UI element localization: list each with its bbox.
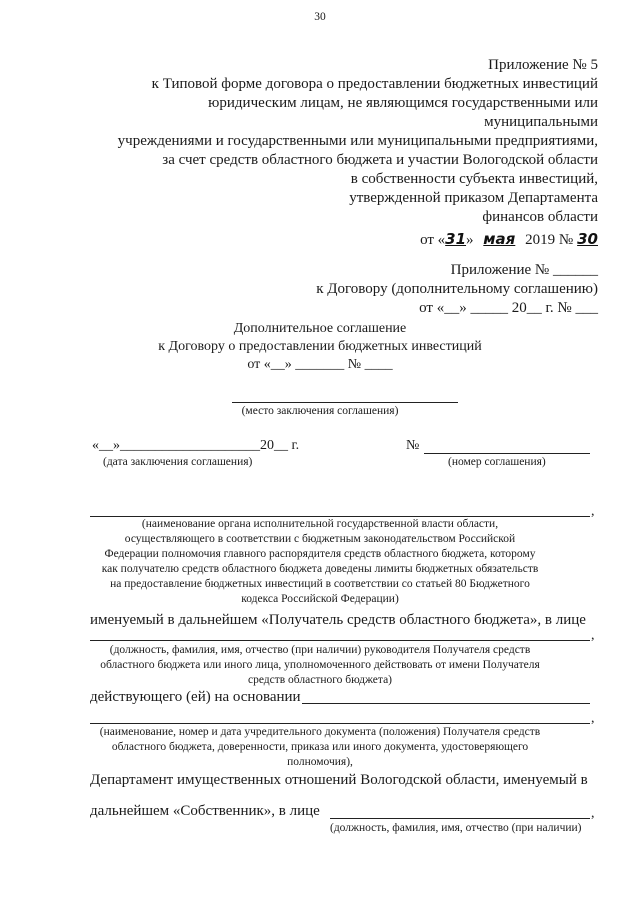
department-line: Департамент имущественных отношений Вологодской области, именуемый в [90, 772, 588, 788]
appendix-line: юридическим лицам, не являющимся государственными или [208, 95, 598, 111]
appendix-line: муниципальными [484, 114, 598, 130]
appendix-line: за счет средств областного бюджета и участии Вологодской области [162, 152, 598, 168]
page-number: 30 [314, 11, 326, 23]
owner-name-line [330, 818, 590, 819]
acting-basis-line [302, 703, 590, 704]
authority-caption-line: (наименование органа исполнительной государственной власти области, [141, 518, 499, 530]
official-name-line [90, 640, 590, 641]
appendix-line: утвержденной приказом Департамента [349, 190, 598, 206]
number-caption: (номер соглашения) [448, 456, 546, 468]
document-line [90, 723, 590, 724]
official-caption-line: средств областного бюджета) [247, 674, 393, 686]
contract-ref-line: от «__» _____ 20__ г. № ___ [419, 300, 598, 316]
appendix-line: в собственности субъекта инвестиций, [350, 171, 598, 187]
title-line: к Договору о предоставлении бюджетных инвестиций [158, 339, 482, 354]
authority-name-line [90, 516, 590, 517]
appendix-approval-date [420, 230, 598, 249]
authority-caption-line: на предоставление бюджетных инвестиций в соответствии со статьей 80 Бюджетного [110, 578, 530, 590]
contract-ref-line: к Договору (дополнительному соглашению) [316, 281, 598, 297]
agreement-number-line [424, 453, 590, 454]
official-caption-line: областного бюджета или иного лица, уполномоченного действовать от имени Получателя [100, 659, 540, 671]
date-year: 2019 № [525, 232, 574, 248]
handwritten-month: мая [483, 230, 516, 248]
trailing-comma: , [591, 711, 595, 726]
authority-caption-line: как получателю средств областного бюджета доведены лимиты бюджетных обязательств [101, 563, 539, 575]
agreement-date-field: «__»____________________20__ г. [92, 438, 300, 453]
date-prefix: от « [420, 232, 446, 248]
owner-caption: (должность, фамилия, имя, отчество (при наличии) [330, 822, 582, 834]
handwritten-number: 30 [577, 230, 598, 248]
appendix-line: финансов области [482, 209, 598, 225]
place-field-line [232, 402, 458, 403]
handwritten-day: 31 [445, 230, 467, 248]
trailing-comma: , [591, 628, 595, 643]
document-caption-line: областного бюджета, доверенности, приказа или иного документа, удостоверяющего [111, 741, 529, 753]
authority-caption-line: осуществляющего в соответствии с бюджетным законодательством Российской [124, 533, 516, 545]
title-line: от «__» _______ № ____ [247, 357, 393, 372]
trailing-comma: , [591, 504, 595, 519]
owner-label: дальнейшем «Собственник», в лице [90, 803, 320, 819]
appendix-line: учреждениями и государственными или муниципальными предприятиями, [117, 133, 598, 149]
authority-caption-line: Федерации полномочия главного распорядителя средств областного бюджета, которому [104, 548, 536, 560]
appendix-line: Приложение № 5 [488, 57, 598, 73]
official-caption-line: (должность, фамилия, имя, отчество (при наличии) руководителя Получателя средств [109, 644, 531, 656]
acting-basis-label: действующего (ей) на основании [90, 689, 301, 705]
document-caption-line: полномочия), [287, 756, 353, 768]
contract-ref-line: Приложение № ______ [450, 262, 598, 278]
authority-caption-line: кодекса Российской Федерации) [241, 593, 399, 605]
title-line: Дополнительное соглашение [233, 321, 407, 336]
appendix-line: к Типовой форме договора о предоставлении бюджетных инвестиций [151, 76, 598, 92]
document-caption-line: (наименование, номер и дата учредительного документа (положения) Получателя средств [99, 726, 541, 738]
recipient-line: именуемый в дальнейшем «Получатель средств областного бюджета», в лице [90, 612, 586, 628]
trailing-comma: , [591, 806, 595, 821]
date-caption: (дата заключения соглашения) [103, 456, 253, 468]
date-mid: » [466, 232, 474, 248]
place-caption: (место заключения соглашения) [241, 405, 399, 417]
agreement-number-prefix: № [406, 438, 420, 453]
